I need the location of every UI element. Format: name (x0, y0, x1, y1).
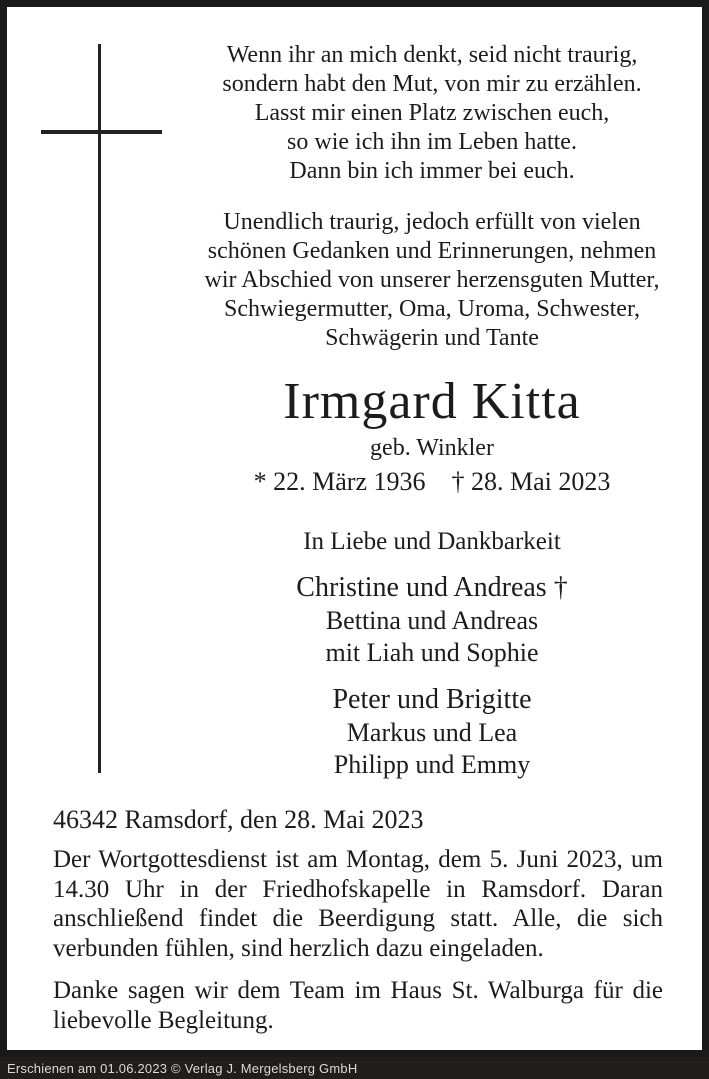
intro-line: Unendlich traurig, jedoch erfüllt von vielen (223, 209, 641, 235)
mourners-group-1 (202, 571, 662, 669)
farewell-intro (202, 208, 662, 353)
mourner-line: Philipp und Emmy (333, 750, 531, 779)
birth-date: * 22. März 1936 (253, 467, 426, 496)
deceased-name: Irmgard Kitta (283, 373, 581, 430)
poem-line: so wie ich ihn im Leben hatte. (287, 129, 577, 155)
latin-cross-icon (98, 44, 101, 773)
mourner-line: mit Liah und Sophie (325, 638, 539, 667)
publication-line: Erschienen am 01.06.2023 © Verlag J. Mergelsberg GmbH (7, 1060, 358, 1076)
intro-line: schönen Gedanken und Erinnerungen, nehmen (207, 238, 657, 264)
place-dateline: 46342 Ramsdorf, den 28. Mai 2023 (53, 805, 424, 834)
poem-line: sondern habt den Mut, von mir zu erzählen. (222, 71, 642, 97)
mourner-line: Peter und Brigitte (332, 684, 532, 715)
intro-line: Schwiegermutter, Oma, Uroma, Schwester, (224, 296, 640, 322)
maiden-name: geb. Winkler (370, 435, 494, 461)
publisher-bar (0, 1057, 709, 1079)
mourner-line: Bettina und Andreas (325, 606, 539, 635)
poem-line: Wenn ihr an mich denkt, seid nicht traurig, (226, 42, 638, 68)
poem-line: Lasst mir einen Platz zwischen euch, (254, 100, 610, 126)
mourner-line: Christine und Andreas † (296, 572, 568, 603)
life-dates (202, 467, 662, 497)
tribute-line: In Liebe und Dankbarkeit (303, 528, 561, 555)
details-column (7, 805, 702, 1035)
death-date: † 28. Mai 2023 (451, 467, 611, 496)
intro-line: wir Abschied von unserer herzensguten Mutter, (204, 267, 660, 293)
intro-line: Schwägerin und Tante (325, 325, 539, 351)
service-paragraph: Der Wortgottesdienst ist am Montag, dem 5. Juni 2023, um 14.30 Uhr in der Friedhofskapelle in Ramsdorf. Daran anschließend findet die Beerdigung statt. Alle, die sich verbunden fühlen, sind herzlich dazu eingeladen. (53, 846, 663, 962)
centered-text-column (202, 41, 662, 781)
latin-cross-icon-bar (41, 130, 162, 134)
poem-line: Dann bin ich immer bei euch. (289, 158, 575, 184)
thanks-paragraph: Danke sagen wir dem Team im Haus St. Walburga für die liebevolle Begleitung. (53, 977, 663, 1034)
memorial-poem (202, 41, 662, 186)
mourners-group-2 (202, 683, 662, 781)
mourner-line: Markus und Lea (346, 718, 518, 747)
